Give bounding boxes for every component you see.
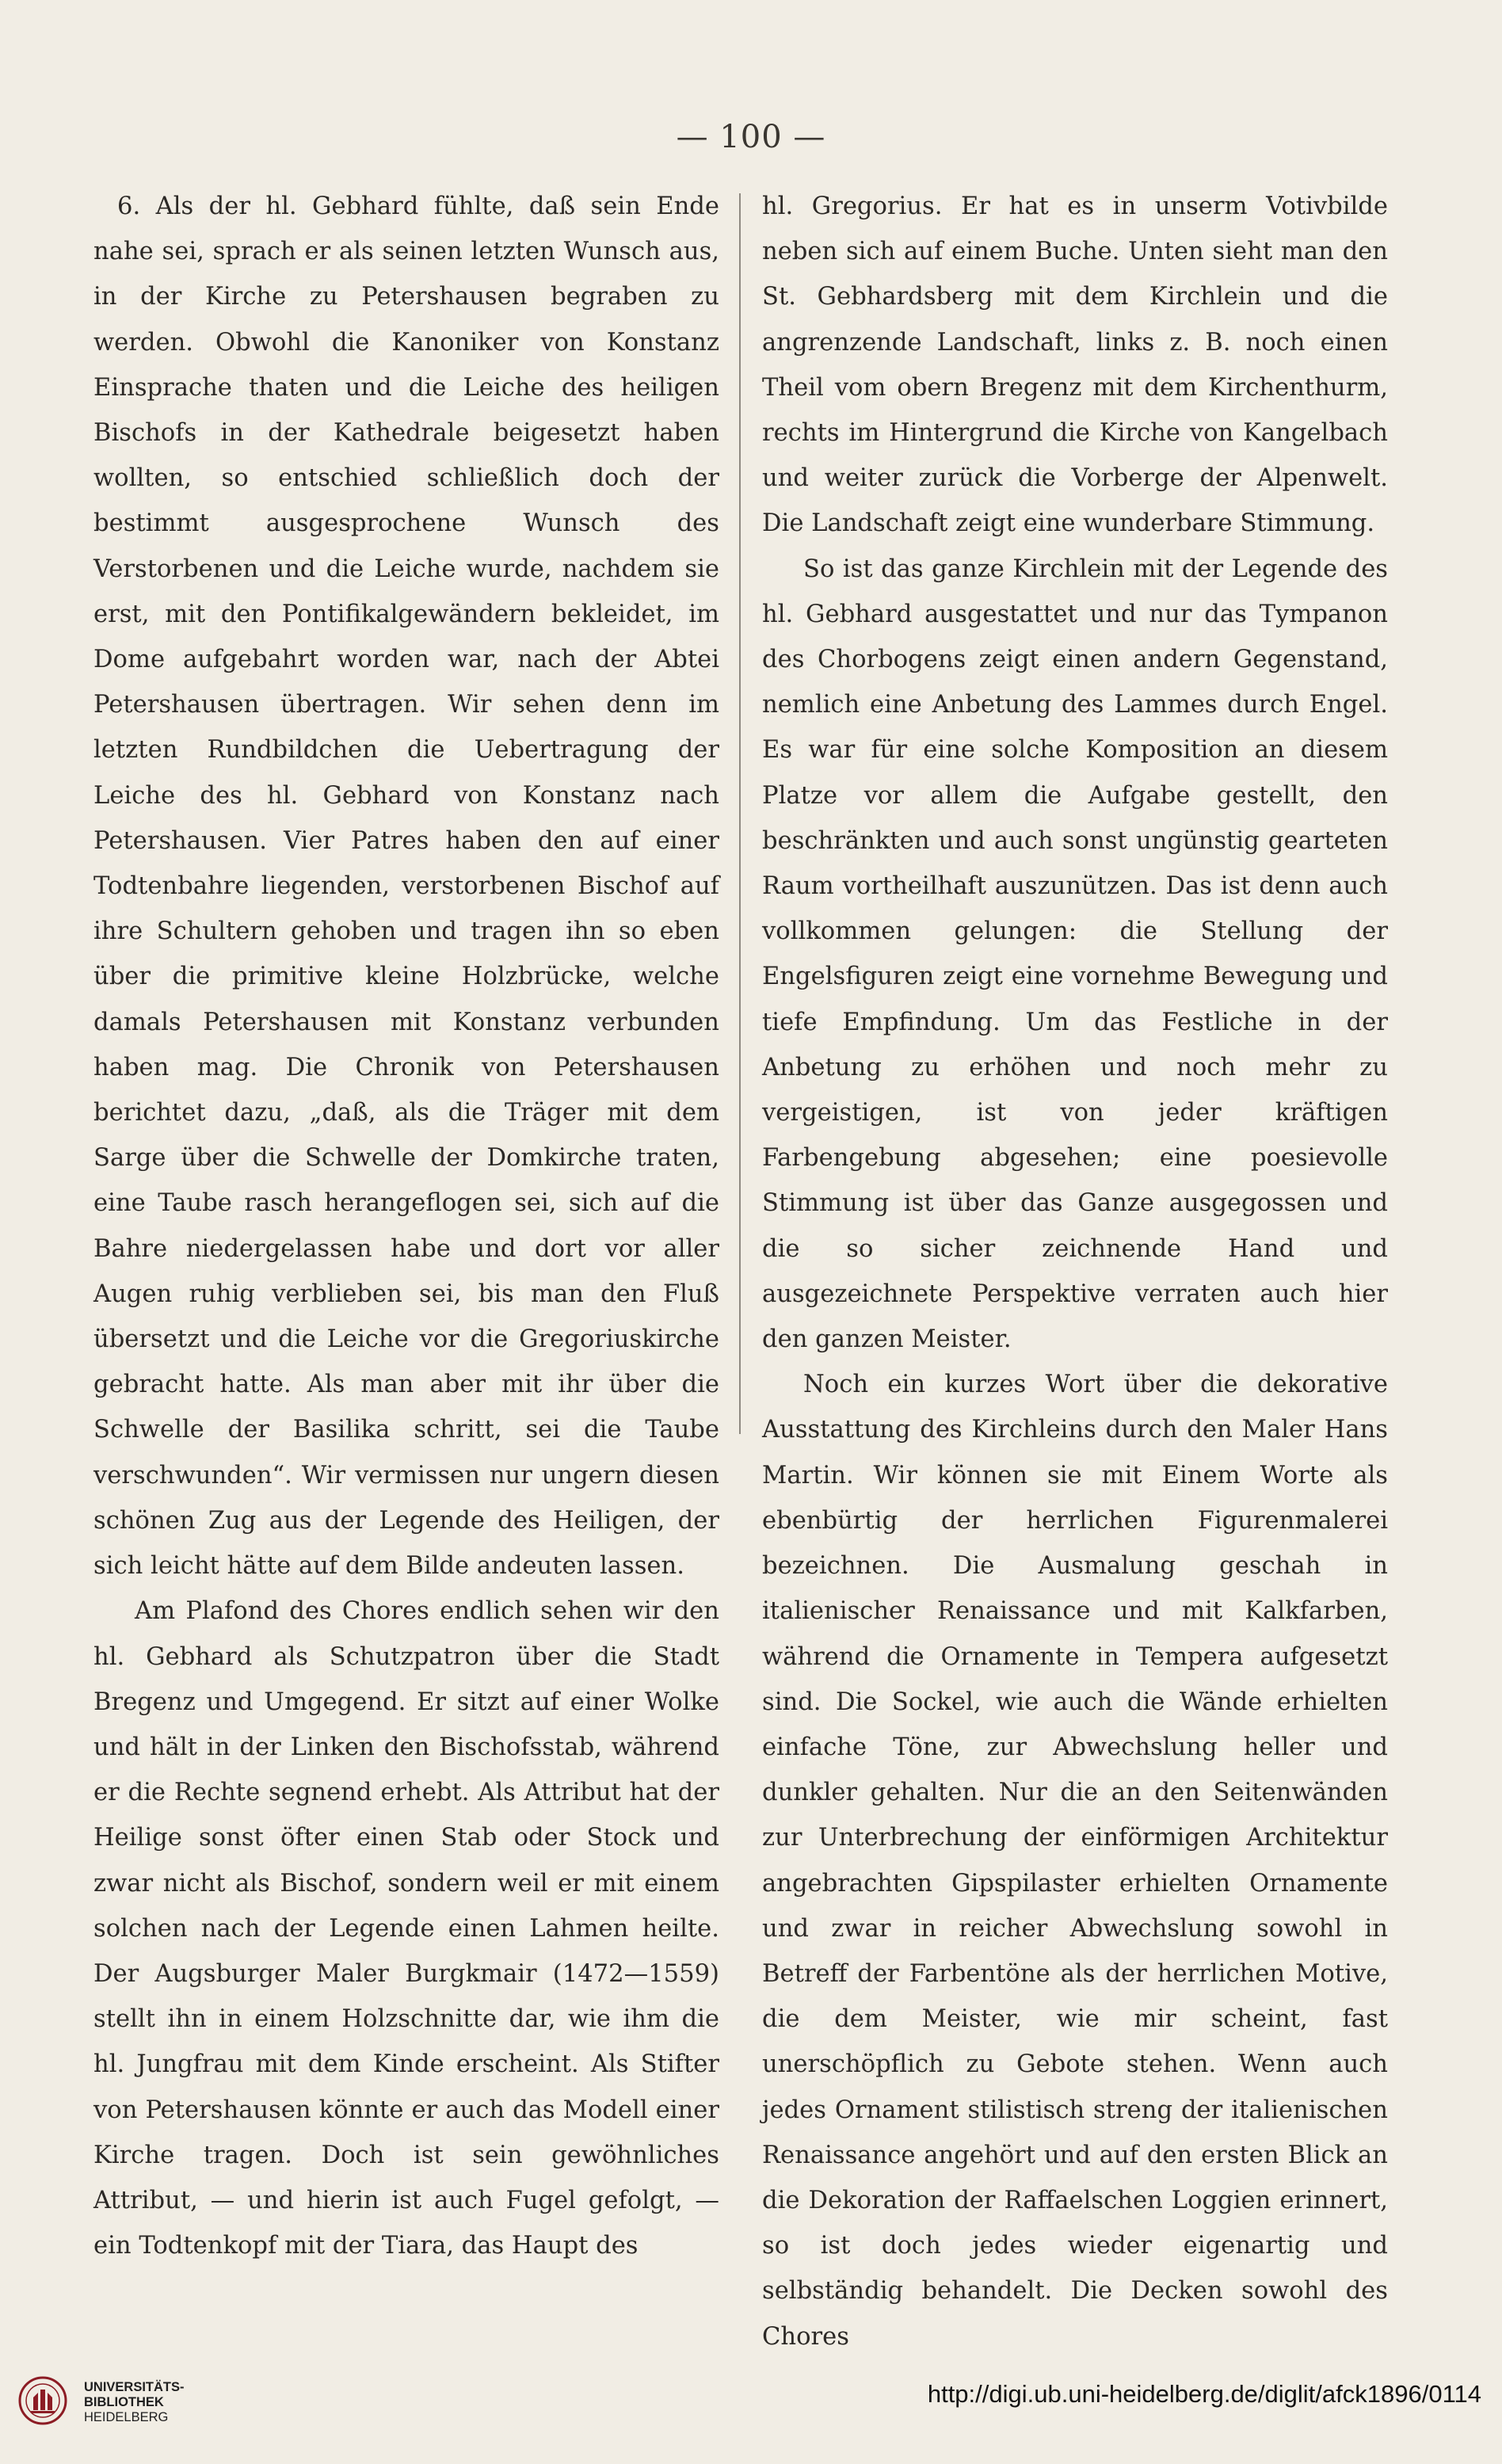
paragraph: Noch ein kurzes Wort über die dekorative Ausstattung des Kirchleins durch den Maler Hans Martin. Wir können sie mit Einem Worte als ebenbürtig der herrlichen Figurenmalerei bezeichnen. Die Ausmalung geschah in italienischer Renaissance und mit Kalkfarben, während die Ornamente in Tempera aufgesetzt sind. Die Sockel, wie auch die Wände erhielten einfache Töne, zur Abwechslung heller und dunkler gehalten. Nur die an den Seitenwänden zur Unterbrechung der einförmigen Architektur angebrachten Gipspilaster erhielten Ornamente und zwar in reicher Abwechslung sowohl in Betreff der Farbentöne als der herrlichen Motive, die dem Meister, wie mir scheint, fast unerschöpflich zu Gebote stehen. Wenn auch jedes Ornament stilistisch streng der italienischen Renaissance angehört und auf den ersten Blick an die Dekoration der Raffaelschen Loggien erinnert, so ist doch jedes wieder eigenartig und selbständig behandelt. Die Decken sowohl des Chores [762, 1371, 1388, 2351]
digitization-footer [0, 2345, 1502, 2440]
library-name-line: HEIDELBERG [84, 2410, 169, 2424]
library-name-line: BIBLIOTHEK [84, 2395, 164, 2409]
paragraph: So ist das ganze Kirchlein mit der Legende des hl. Gebhard ausgestattet und nur das Tympanon des Chorbogens zeigt einen andern Gegenstand, nemlich eine Anbetung des Lammes durch Engel. Es war für eine solche Komposition an diesem Platze vor allem die Aufgabe gestellt, den beschränkten und auch sonst ungünstig gearteten Raum vortheilhaft auszunützen. Das ist denn auch vollkommen gelungen: die Stellung der Engelsfiguren zeigt eine vornehme Bewegung und tiefe Empfindung. Um das Festliche in der Anbetung zu erhöhen und noch mehr zu vergeistigen, ist von jeder kräftigen Farbengebung abgesehen; eine poesievolle Stimmung ist über das Ganze ausgegossen und die so sicher zeichnende Hand und ausgezeichnete Perspektive verraten auch hier den ganzen Meister. [762, 555, 1388, 1354]
heidelberg-university-library-logo-icon [17, 2375, 68, 2426]
paragraph: hl. Gregorius. Er hat es in unserm Votivbilde neben sich auf einem Buche. Unten sieht man den St. Gebhardsberg mit dem Kirchlein und die angrenzende Landschaft, links z. B. noch einen Theil vom obern Bregenz mit dem Kirchenthurm, rechts im Hintergrund die Kirche von Kangelbach und weiter zurück die Vorberge der Alpenwelt. Die Landschaft zeigt eine wunderbare Stimmung. [762, 193, 1388, 538]
column-divider [739, 193, 741, 1434]
page-number: — 100 — [676, 119, 826, 155]
library-name-line: UNIVERSITÄTS- [84, 2380, 185, 2394]
left-text-column [93, 184, 719, 2268]
library-name [84, 2380, 185, 2425]
paragraph: 6. Als der hl. Gebhard fühlte, daß sein Ende nahe sei, sprach er als seinen letzten Wunsch aus, in der Kirche zu Petershausen begraben zu werden. Obwohl die Kanoniker von Konstanz Einsprache thaten und die Leiche des heiligen Bischofs in der Kathedrale beigesetzt haben wollten, so entschied schließlich doch der bestimmt ausgesprochene Wunsch des Verstorbenen und die Leiche wurde, nachdem sie erst, mit den Pontifikalgewändern bekleidet, im Dome aufgebahrt worden war, nach der Abtei Petershausen übertragen. Wir sehen denn im letzten Rundbildchen die Uebertragung der Leiche des hl. Gebhard von Konstanz nach Petershausen. Vier Patres haben den auf einer Todtenbahre liegenden, verstorbenen Bischof auf ihre Schultern gehoben und tragen ihn so eben über die primitive kleine Holzbrücke, welche damals Petershausen mit Konstanz verbunden haben mag. Die Chronik von Petershausen berichtet dazu, „daß, als die Träger mit dem Sarge über die Schwelle der Domkirche traten, eine Taube rasch herangeflogen sei, sich auf die Bahre niedergelassen habe und dort vor aller Augen ruhig verblieben sei, bis man den Fluß übersetzt und die Leiche vor die Gregoriuskirche gebracht hatte. Als man aber mit ihr über die Schwelle der Basilika schritt, sei die Taube verschwunden“. Wir vermissen nur ungern diesen schönen Zug aus der Legende des Heiligen, der sich leicht hätte auf dem Bilde andeuten lassen. [93, 193, 719, 1581]
paragraph: Am Plafond des Chores endlich sehen wir den hl. Gebhard als Schutzpatron über die Stadt Bregenz und Umgegend. Er sitzt auf einer Wolke und hält in der Linken den Bischofsstab, während er die Rechte segnend erhebt. Als Attribut hat der Heilige sonst öfter einen Stab oder Stock und zwar nicht als Bischof, sondern weil er mit einem solchen nach der Legende einen Lahmen heilte. Der Augsburger Maler Burgkmair (1472—1559) stellt ihn in einem Holzschnitte dar, wie ihm die hl. Jungfrau mit dem Kinde erscheint. Als Stifter von Petershausen könnte er auch das Modell einer Kirche tragen. Doch ist sein gewöhnliches Attribut, — und hierin ist auch Fugel gefolgt, — ein Todtenkopf mit der Tiara, das Haupt des [93, 1597, 719, 2260]
right-text-column [762, 184, 1388, 2359]
source-url-link[interactable]: http://digi.ub.uni-heidelberg.de/diglit/afck1896/0114 [927, 2380, 1481, 2408]
